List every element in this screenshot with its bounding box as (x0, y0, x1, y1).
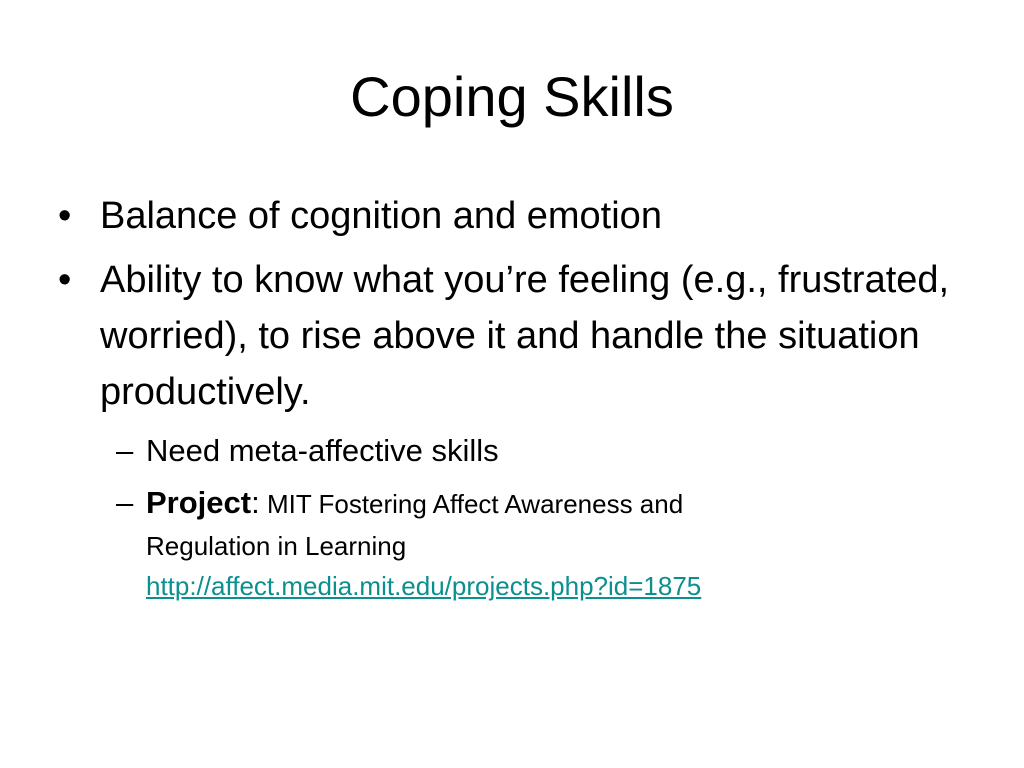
sub-bullet-text: Need meta-affective skills (146, 433, 499, 468)
sub-bullet-item (58, 428, 958, 474)
bullet-marker: • (58, 259, 72, 301)
project-description: MIT Fostering Affect Awareness and (259, 489, 684, 519)
bullet-text: Ability to know what you’re feeling (e.g., frustrated, worried), to rise above it and handle the situation productively. (100, 259, 950, 413)
bullet-marker: • (58, 195, 72, 237)
sub-bullet-marker: – (116, 485, 134, 520)
project-description-line2: Regulation in Learning (146, 531, 407, 561)
project-label: Project (146, 485, 252, 520)
sub-bullet-marker: – (116, 433, 134, 468)
project-link[interactable]: http://affect.media.mit.edu/projects.php?id=1875 (146, 571, 702, 601)
bullet-text: Balance of cognition and emotion (100, 195, 662, 237)
project-colon: : (251, 485, 260, 520)
slide-title: Coping Skills (350, 65, 674, 128)
slide-body (58, 188, 958, 606)
bullet-item (58, 188, 958, 244)
sub-bullet-project (58, 480, 958, 606)
bullet-item (58, 252, 958, 420)
